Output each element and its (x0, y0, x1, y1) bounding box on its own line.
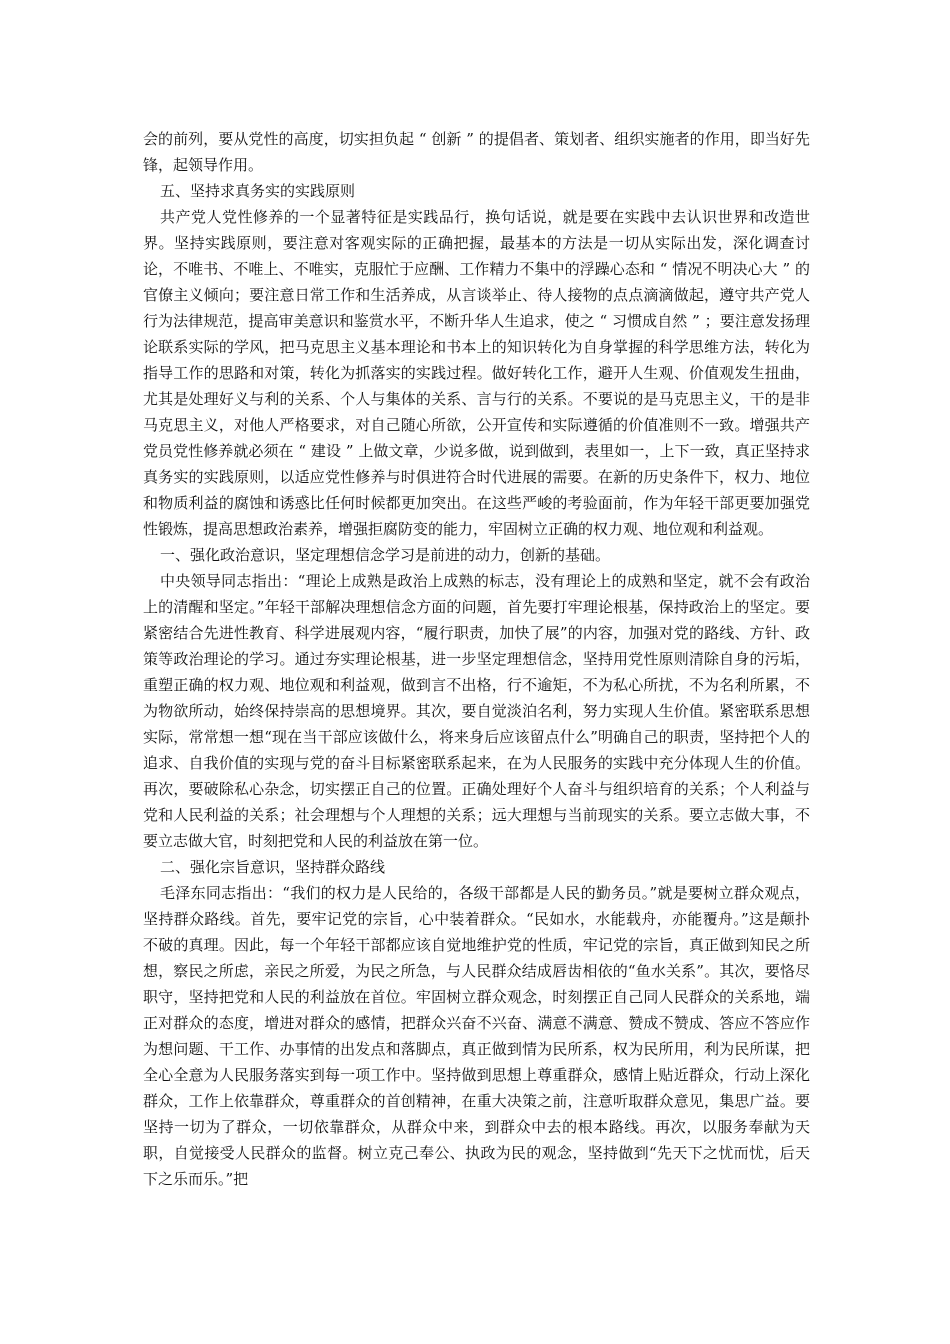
section-heading-mass-line: 二、强化宗旨意识，坚持群众路线 (160, 858, 386, 876)
paragraph-political-awareness: 中央领导同志指出：“理论上成熟是政治上成熟的标志，没有理论上的成熟和坚定，就不会有政治上的清醒和坚定。”年轻干部解决理想信念方面的问题，首先要打牢理论根基，保持政治上的坚定。要紧密结合先进性教育、科学进展观内容，“履行职责，加快了展”的内容，加强对党的路线、方针、政策等政治理论的学习。通过夯实理论根基，进一步坚定理想信念，坚持用党性原则清除自身的污垢，重塑正确的权力观、地位观和利益观，做到言不出格，行不逾矩，不为私心所扰，不为名利所累，不为物欲所动，始终保持崇高的思想境界。其次，要自觉淡泊名利，努力实现人生价值。紧密联系思想实际，常常想一想“现在当干部应该做什么，将来身后应该留点什么”明确自己的职责，坚持把个人的追求、自我价值的实现与党的奋斗目标紧密联系起来，在为人民服务的实践中充分体现人生的价值。再次，要破除私心杂念，切实摆正自己的位置。正确处理好个人奋斗与组织培育的关系；个人利益与党和人民利益的关系；社会理想与个人理想的关系；远大理想与当前现实的关系。要立志做大事，不要立志做大官，时刻把党和人民的利益放在第一位。 (143, 572, 810, 850)
section-heading-political-awareness: 一、强化政治意识，坚定理想信念学习是前进的动力，创新的基础。 (160, 546, 611, 564)
paragraph-mass-line: 毛泽东同志指出：“我们的权力是人民给的，各级干部都是人民的勤务员。”就是要树立群众观点，坚持群众路线。首先，要牢记党的宗旨，心中装着群众。“民如水，水能载舟，亦能覆舟。”这是颠扑不破的真理。因此，每一个年轻干部都应该自觉地维护党的性质，牢记党的宗旨，真正做到知民之所想，察民之所虑，亲民之所爱，为民之所急，与人民群众结成唇齿相依的“鱼水关系”。其次，要恪尽职守，坚持把党和人民的利益放在首位。牢固树立群众观念，时刻摆正自己同人民群众的关系地，端正对群众的态度，增进对群众的感情，把群众兴奋不兴奋、满意不满意、赞成不赞成、答应不答应作为想问题、干工作、办事情的出发点和落脚点，真正做到情为民所系，权为民所用，利为民所谋，把全心全意为人民服务落实到每一项工作中。坚持做到思想上尊重群众，感情上贴近群众，行动上深化群众，工作上依靠群众，尊重群众的首创精神，在重大决策之前，注意听取群众意见，集思广益。要坚持一切为了群众，一切依靠群众，从群众中来，到群众中去的根本路线。再次，以服务奉献为天职，自觉接受人民群众的监督。树立克己奉公、执政为民的观念，坚持做到“先天下之忧而忧，后天下之乐而乐。”把 (143, 884, 810, 1188)
document-body (143, 126, 810, 1192)
section-heading-practice-principle: 五、坚持求真务实的实践原则 (160, 182, 356, 200)
paragraph-practice-principle: 共产党人党性修养的一个显著特征是实践品行，换句话说，就是要在实践中去认识世界和改造世界。坚持实践原则，要注意对客观实际的正确把握，最基本的方法是一切从实际出发，深化调查讨论，不唯书、不唯上、不唯实，克服忙于应酬、工作精力不集中的浮躁心态和 “ 情况不明决心大 ” 的官僚主义倾向；要注意日常工作和生活养成，从言谈举止、待人接物的点点滴滴做起，遵守共产党人行为法律规范，提高审美意识和鉴赏水平，不断升华人生追求，使之 “ 习惯成自然 ” ；要注意发扬理论联系实际的学风，把马克思主义基本理论和书本上的知识转化为自身掌握的科学思维方法，转化为指导工作的思路和对策，转化为抓落实的实践过程。做好转化工作，避开人生观、价值观发生扭曲，尤其是处理好义与利的关系、个人与集体的关系、言与行的关系。不要说的是马克思主义，干的是非马克思主义，对他人严格要求，对自己随心所欲，公开宣传和实际遵循的价值准则不一致。增强共产党员党性修养就必须在 “ 建设 ” 上做文章，少说多做，说到做到，表里如一，上下一致，真正坚持求真务实的实践原则，以适应党性修养与时俱进符合时代进展的需要。在新的历史条件下，权力、地位和物质利益的腐蚀和诱惑比任何时候都更加突出。在这些严峻的考验面前，作为年轻干部更要加强党性锻炼，提高思想政治素养，增强拒腐防变的能力，牢固树立正确的权力观、地位观和利益观。 (143, 208, 810, 538)
paragraph-continuation: 会的前列，要从党性的高度，切实担负起 “ 创新 ” 的提倡者、策划者、组织实施者的作用，即当好先锋，起领导作用。 (143, 130, 810, 174)
